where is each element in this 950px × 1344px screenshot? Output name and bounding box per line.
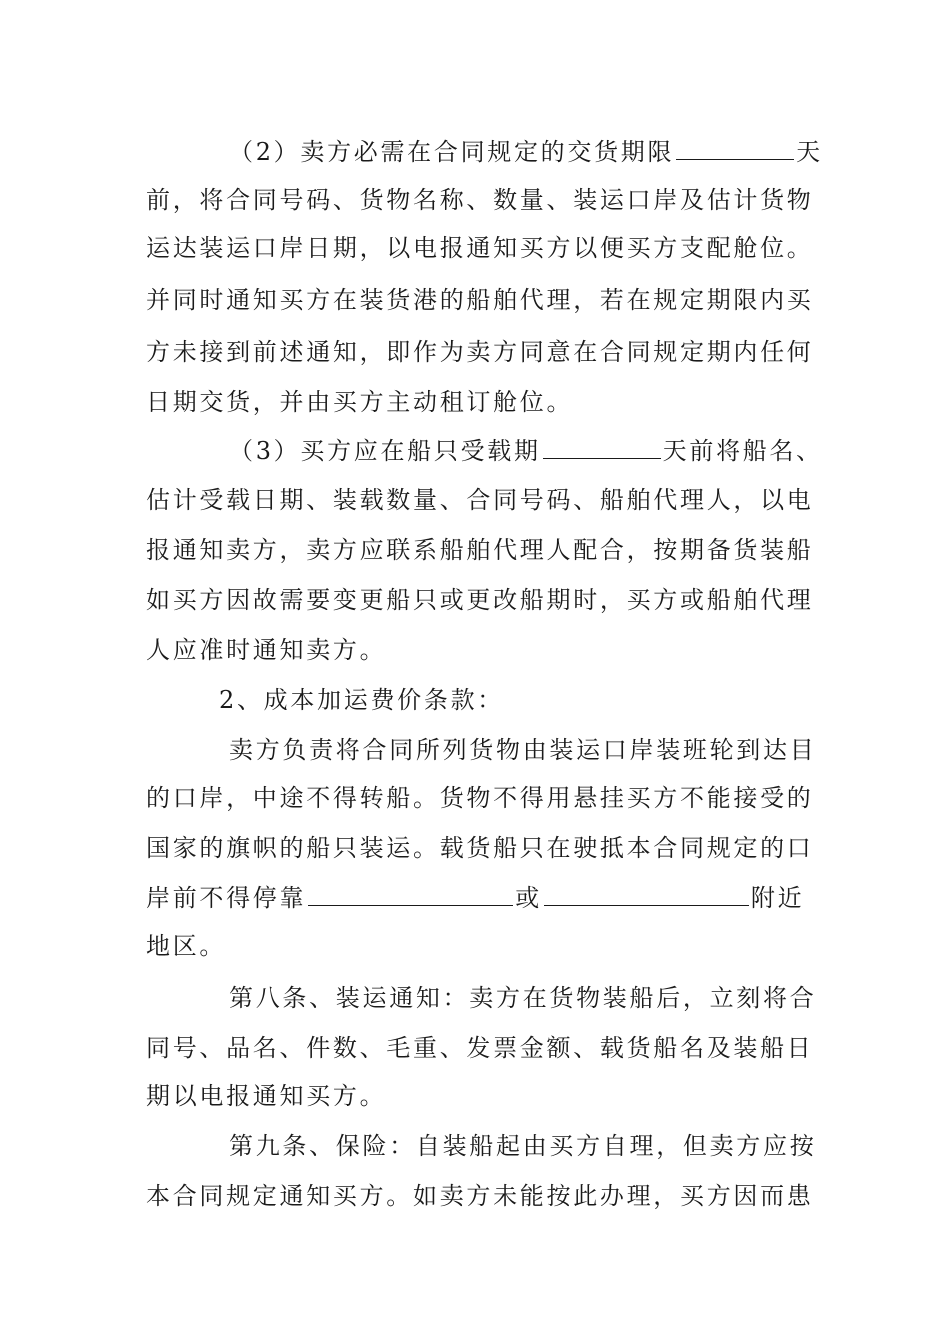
text-segment: 天前将船名、: [662, 437, 823, 465]
fill-in-blank: [543, 436, 661, 459]
text-segment: 附近: [750, 884, 805, 912]
text-line: 地区。: [146, 932, 227, 960]
text-line: 本合同规定通知买方。如卖方未能按此办理，买方因而患: [146, 1182, 814, 1210]
text-segment: （3）买方应在船只受载期: [229, 437, 541, 465]
text-line: 并同时通知买方在装货港的船舶代理，若在规定期限内买: [146, 286, 814, 314]
text-line: 国家的旗帜的船只装运。载货船只在驶抵本合同规定的口: [146, 834, 814, 862]
text-line: 估计受载日期、装载数量、合同号码、船舶代理人，以电: [146, 486, 814, 514]
fill-in-blank: [544, 883, 749, 906]
text-line: 运达装运口岸日期，以电报通知买方以便买方支配舱位。: [146, 234, 814, 262]
text-line: 卖方负责将合同所列货物由装运口岸装班轮到达目: [229, 736, 817, 764]
text-segment: （2）卖方必需在合同规定的交货期限: [229, 138, 675, 166]
text-line: 方未接到前述通知，即作为卖方同意在合同规定期内任何: [146, 338, 814, 366]
text-segment: 岸前不得停靠: [146, 884, 307, 912]
text-line: 第八条、装运通知：卖方在货物装船后，立刻将合: [229, 984, 817, 1012]
fill-in-blank: [308, 883, 513, 906]
section-heading: 2、成本加运费价条款：: [219, 686, 504, 714]
text-line: 的口岸，中途不得转船。货物不得用悬挂买方不能接受的: [146, 784, 814, 812]
text-line: 第九条、保险：自装船起由买方自理，但卖方应按: [229, 1132, 817, 1160]
text-line: [229, 431, 823, 471]
text-line: 期以电报通知买方。: [146, 1082, 387, 1110]
text-line: 日期交货，并由买方主动租订舱位。: [146, 388, 574, 416]
text-segment: 天: [796, 138, 823, 166]
text-line: 人应准时通知卖方。: [146, 636, 387, 664]
text-line: 同号、品名、件数、毛重、发票金额、载货船名及装船日: [146, 1034, 814, 1062]
text-line: 报通知卖方，卖方应联系船舶代理人配合，按期备货装船: [146, 536, 814, 564]
text-segment: 或: [515, 884, 542, 912]
text-line: 前，将合同号码、货物名称、数量、装运口岸及估计货物: [146, 186, 814, 214]
text-line: [229, 132, 823, 172]
text-line: [146, 878, 804, 918]
text-line: 如买方因故需要变更船只或更改船期时，买方或船舶代理: [146, 586, 814, 614]
fill-in-blank: [676, 137, 794, 160]
